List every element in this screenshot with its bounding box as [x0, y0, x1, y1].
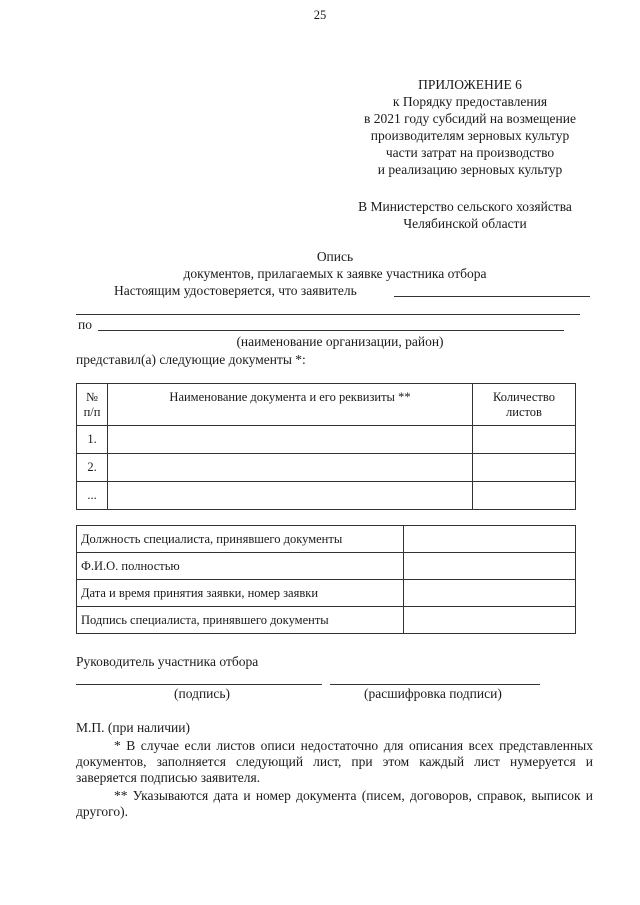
stamp-note: М.П. (при наличии) [76, 720, 190, 735]
row-count-cell[interactable] [473, 482, 576, 510]
row-document-cell[interactable] [108, 426, 473, 454]
applicant-field-line-2 [76, 314, 580, 315]
row-count-cell[interactable] [473, 426, 576, 454]
documents-table [76, 383, 576, 510]
row-count-cell[interactable] [473, 454, 576, 482]
appendix-line: к Порядку предоставления [392, 94, 548, 109]
header-document-name: Наименование документа и его реквизиты ** [108, 384, 473, 426]
specialist-value-cell[interactable] [404, 607, 576, 634]
table-row [77, 607, 576, 634]
appendix-line: части затрат на производство [385, 145, 555, 160]
header-number: № п/п [77, 384, 108, 426]
document-title: Опись [316, 249, 354, 264]
footnote-2: ** Указываются дата и номер документа (писем, договоров, справок, выписок и другого). [76, 788, 593, 819]
page-number: 25 [313, 8, 327, 22]
po-label: по [78, 317, 92, 332]
specialist-label: Дата и время принятия заявки, номер заявки [77, 580, 404, 607]
signature-caption: (подпись) [174, 686, 231, 701]
table-row [77, 553, 576, 580]
document-subtitle: документов, прилагаемых к заявке участника отбора [183, 266, 487, 281]
specialist-value-cell[interactable] [404, 526, 576, 553]
appendix-line: в 2021 году субсидий на возмещение [364, 111, 576, 126]
row-number: 2. [77, 454, 108, 482]
certify-text: Настоящим удостоверяется, что заявитель [114, 283, 357, 298]
header-sheet-count: Количество листов [473, 384, 576, 426]
specialist-label: Подпись специалиста, принявшего документы [77, 607, 404, 634]
organization-caption: (наименование организации, район) [236, 334, 444, 349]
table-header-row [77, 384, 576, 426]
applicant-field-line [394, 296, 590, 297]
specialist-value-cell[interactable] [404, 580, 576, 607]
appendix-title: ПРИЛОЖЕНИЕ 6 [418, 77, 522, 92]
specialist-label: Должность специалиста, принявшего документы [77, 526, 404, 553]
table-row [77, 482, 576, 510]
footnote-1: * В случае если листов описи недостаточно для описания всех представленных документов, заполняется следующий лист, при этом каждый лист нумеруется и заверяется подписью заявителя. [76, 738, 593, 785]
head-label: Руководитель участника отбора [76, 654, 259, 669]
addressee-line: Челябинской области [403, 216, 527, 231]
addressee-block [330, 198, 600, 232]
row-document-cell[interactable] [108, 482, 473, 510]
table-row [77, 526, 576, 553]
signature-line [76, 684, 322, 685]
appendix-line: и реализацию зерновых культур [377, 162, 563, 177]
table-row [77, 580, 576, 607]
row-number: ... [77, 482, 108, 510]
decoding-caption: (расшифровка подписи) [364, 686, 502, 701]
row-number: 1. [77, 426, 108, 454]
specialist-table [76, 525, 576, 634]
appendix-block [340, 76, 600, 178]
addressee-line: В Министерство сельского хозяйства [358, 199, 572, 214]
row-document-cell[interactable] [108, 454, 473, 482]
decoding-line [330, 684, 540, 685]
specialist-value-cell[interactable] [404, 553, 576, 580]
appendix-line: производителям зерновых культур [370, 128, 570, 143]
organization-field-line [98, 330, 564, 331]
presented-text: представил(а) следующие документы *: [76, 352, 306, 367]
table-row [77, 426, 576, 454]
specialist-label: Ф.И.О. полностью [77, 553, 404, 580]
table-row [77, 454, 576, 482]
